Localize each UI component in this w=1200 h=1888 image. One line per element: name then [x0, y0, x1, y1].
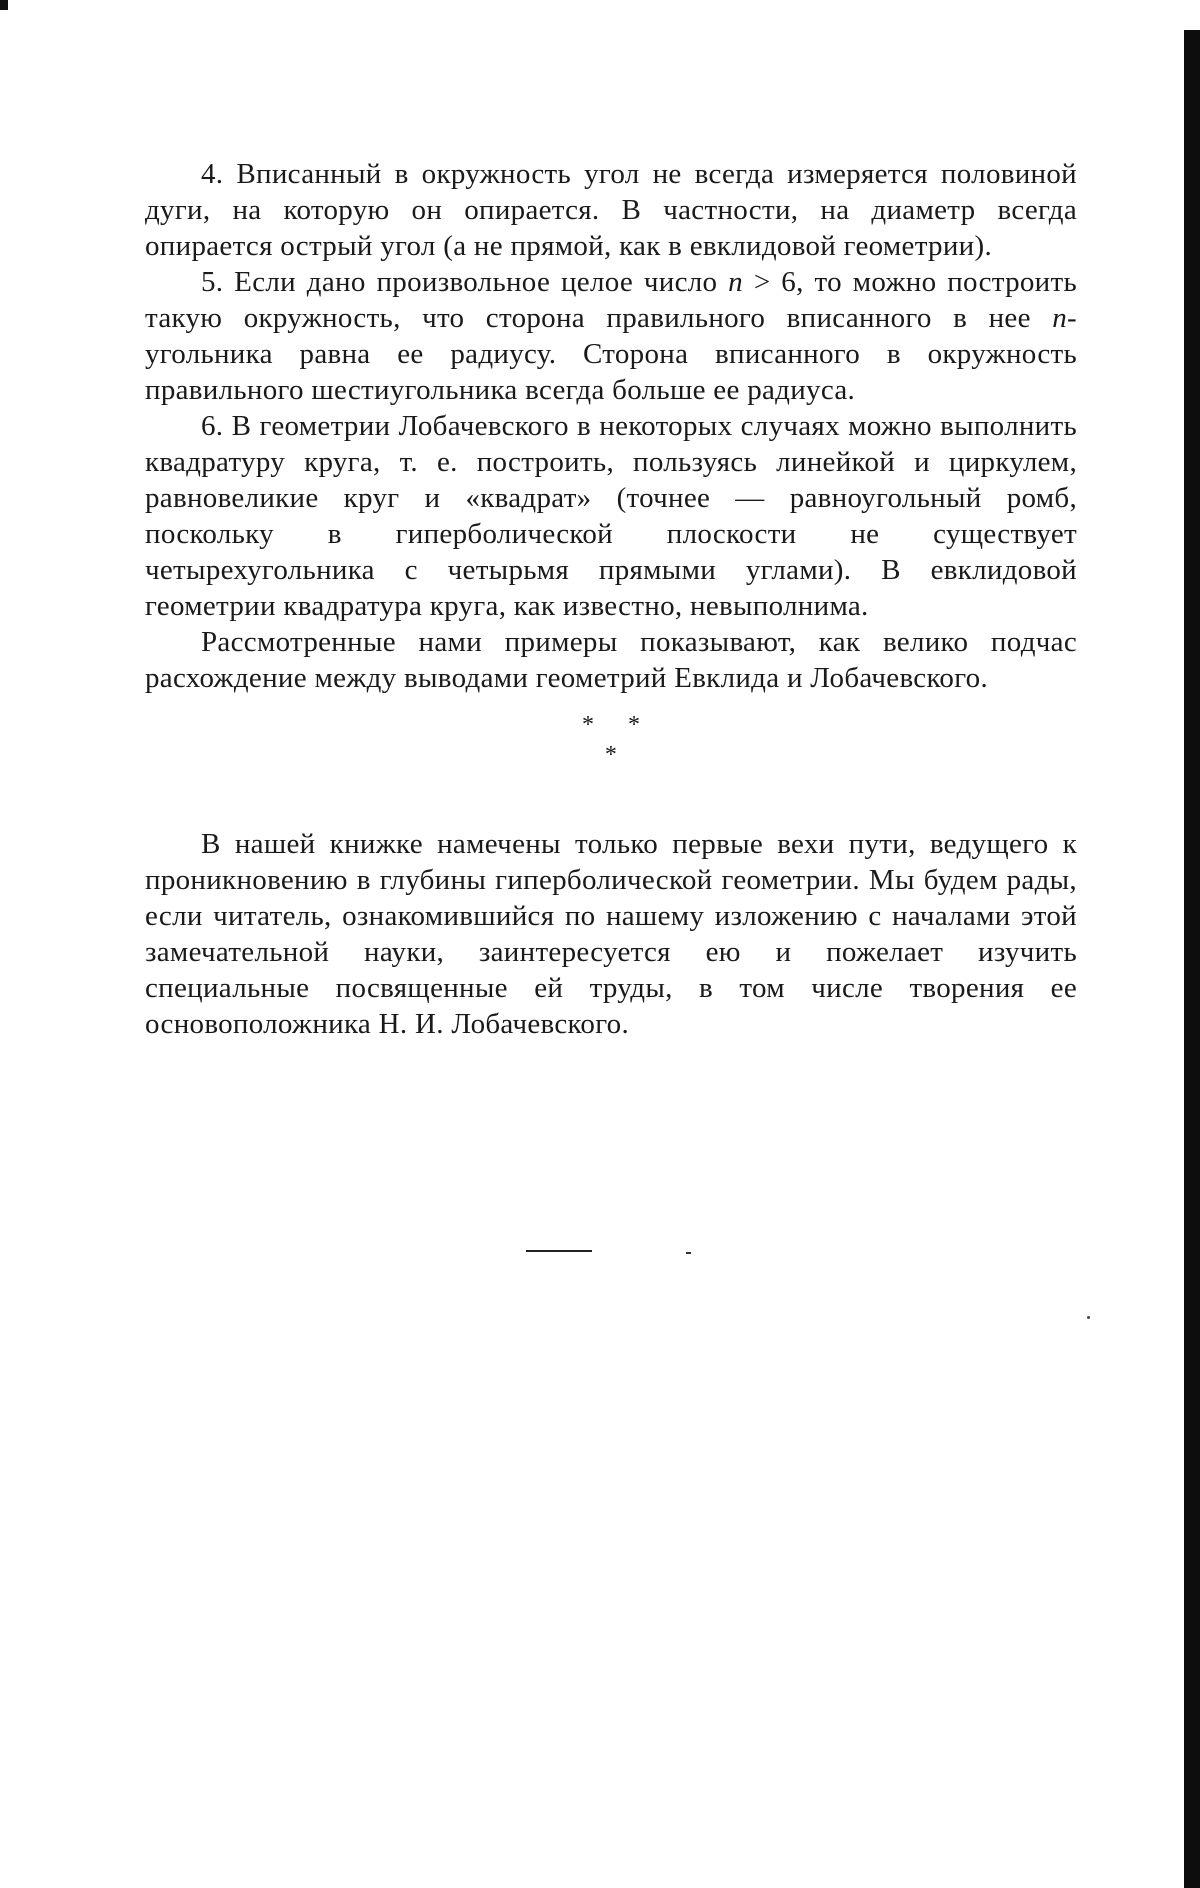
paragraph-5-end: -угольника равна ее радиусу. Сторона вписанного в окружность правильного шестиугольника всегда больше ее радиуса.	[145, 302, 1077, 406]
paragraph-5	[145, 264, 1077, 408]
body-text	[145, 156, 1077, 1042]
paragraph-4: 4. Вписанный в окружность угол не всегда измеряется половиной дуги, на которую он опирается. В частности, на диаметр всегда опирается острый угол (а не прямой, как в евклидовой геометрии).	[145, 158, 1077, 262]
end-rule-mark	[686, 1252, 691, 1254]
scan-corner-mark	[0, 0, 8, 10]
math-variable-n: n	[728, 266, 743, 298]
paragraph-5-middle: > 6, то можно построить такую окружность, что сторона правильного вписанного в нее	[145, 266, 1077, 334]
scan-page-edge	[1184, 30, 1200, 1888]
paragraph-conclusion: Рассмотренные нами примеры показывают, как велико подчас расхождение между выводами геометрий Евклида и Лобачевского.	[145, 626, 1077, 694]
paragraph-closing: В нашей книжке намечены только первые вехи пути, ведущего к проникновению в глубины гиперболической геометрии. Мы будем рады, если читатель, ознакомившийся по нашему изложению с началами этой замечательной науки, заинтересуется ею и пожелает изучить специальные посвященные ей труды, в том числе творения ее основоположника Н. И. Лобачевского.	[145, 828, 1077, 1040]
scan-speck	[1087, 1316, 1090, 1319]
math-variable-n-second: n	[1052, 302, 1068, 334]
paragraph-6: 6. В геометрии Лобачевского в некоторых случаях можно выполнить квадратуру круга, т. е. построить, пользуясь линейкой и циркулем, равновеликие круг и «квадрат» (точнее — равноугольный ромб, поскольку в гиперболической плоскости не существует четырехугольника с четырьмя прямыми углами). В евклидовой геометрии квадратура круга, как известно, невыполнима.	[145, 410, 1077, 622]
paragraph-5-start: 5. Если дано произвольное целое число	[201, 266, 729, 298]
asterisks-top: * *	[582, 712, 654, 738]
end-rule	[526, 1250, 592, 1252]
asterisk-bottom: *	[604, 742, 618, 768]
section-break-asterisks	[145, 710, 1077, 770]
